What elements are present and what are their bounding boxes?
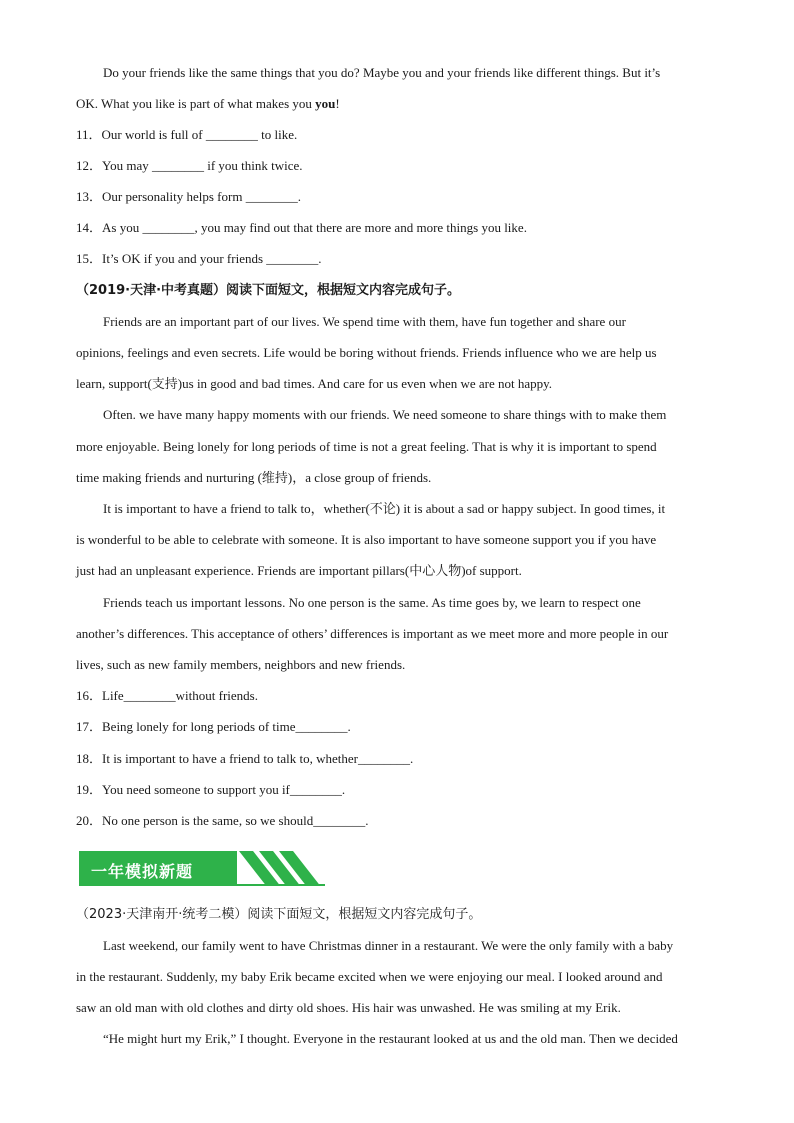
banner-title: 一年模拟新题 bbox=[91, 862, 194, 881]
question-11: 11．Our world is full of ________ to like. bbox=[76, 127, 298, 142]
passage-line: just had an unpleasant experience. Friends are important pillars(中心人物)of support. bbox=[76, 563, 522, 578]
passage-line: is wonderful to be able to celebrate with someone. It is also important to have someone support you if you have bbox=[76, 532, 657, 547]
passage-line: another’s differences. This acceptance of others’ differences is important as we meet more and more people in our bbox=[76, 626, 669, 641]
emphasis-text: you bbox=[315, 96, 336, 111]
passage-line: It is important to have a friend to talk to，whether(不论) it is about a sad or happy subject. In good times, it bbox=[103, 501, 666, 516]
question-15: 15．It’s OK if you and your friends ________. bbox=[76, 251, 322, 266]
passage-line: time making friends and nurturing (维持)，a close group of friends. bbox=[76, 470, 432, 485]
passage-line bbox=[76, 95, 724, 113]
passage-line: Do your friends like the same things that you do? Maybe you and your friends like different things. But it’s bbox=[103, 65, 661, 80]
question-16: 16．Life________without friends. bbox=[76, 688, 258, 703]
question-18: 18．It is important to have a friend to talk to, whether________. bbox=[76, 751, 414, 766]
section-banner bbox=[79, 851, 325, 886]
passage-line: Friends teach us important lessons. No one person is the same. As time goes by, we learn to respect one bbox=[103, 595, 641, 610]
question-12: 12．You may ________ if you think twice. bbox=[76, 158, 303, 173]
passage-line: more enjoyable. Being lonely for long periods of time is not a great feeling. That is why it is important to spend bbox=[76, 439, 657, 454]
banner-underline bbox=[79, 884, 325, 886]
passage-line: Friends are an important part of our lives. We spend time with them, have fun together and share our bbox=[103, 314, 626, 329]
passage-line: learn, support(支持)us in good and bad times. And care for us even when we are not happy. bbox=[76, 376, 553, 391]
passage-line: Often. we have many happy moments with our friends. We need someone to share things with to make them bbox=[103, 407, 667, 422]
passage-line: lives, such as new family members, neighbors and new friends. bbox=[76, 657, 406, 672]
question-20: 20．No one person is the same, so we should________. bbox=[76, 813, 369, 828]
section-source: （2019·天津·中考真题）阅读下面短文，根据短文内容完成句子。 bbox=[76, 283, 461, 298]
passage-line: saw an old man with old clothes and dirty old shoes. His hair was unwashed. He was smiling at my Erik. bbox=[76, 1000, 621, 1015]
passage-line: Last weekend, our family went to have Christmas dinner in a restaurant. We were the only family with a baby bbox=[103, 938, 674, 953]
question-13: 13．Our personality helps form ________. bbox=[76, 189, 301, 204]
question-19: 19．You need someone to support you if________. bbox=[76, 782, 346, 797]
passage-line: opinions, feelings and even secrets. Life would be boring without friends. Friends influence who we are help us bbox=[76, 345, 657, 360]
section-source: （2023·天津南开·统考二模）阅读下面短文，根据短文内容完成句子。 bbox=[76, 907, 482, 922]
passage-text: OK. What you like is part of what makes you bbox=[76, 96, 316, 111]
passage-line: in the restaurant. Suddenly, my baby Erik became excited when we were enjoying our meal. I looked around and bbox=[76, 969, 663, 984]
passage-text: ! bbox=[335, 96, 340, 111]
question-14: 14．As you ________, you may find out that there are more and more things you like. bbox=[76, 220, 527, 235]
question-17: 17．Being lonely for long periods of time________. bbox=[76, 719, 351, 734]
passage-line: “He might hurt my Erik,” I thought. Everyone in the restaurant looked at us and the old man. Then we decided bbox=[103, 1031, 678, 1046]
